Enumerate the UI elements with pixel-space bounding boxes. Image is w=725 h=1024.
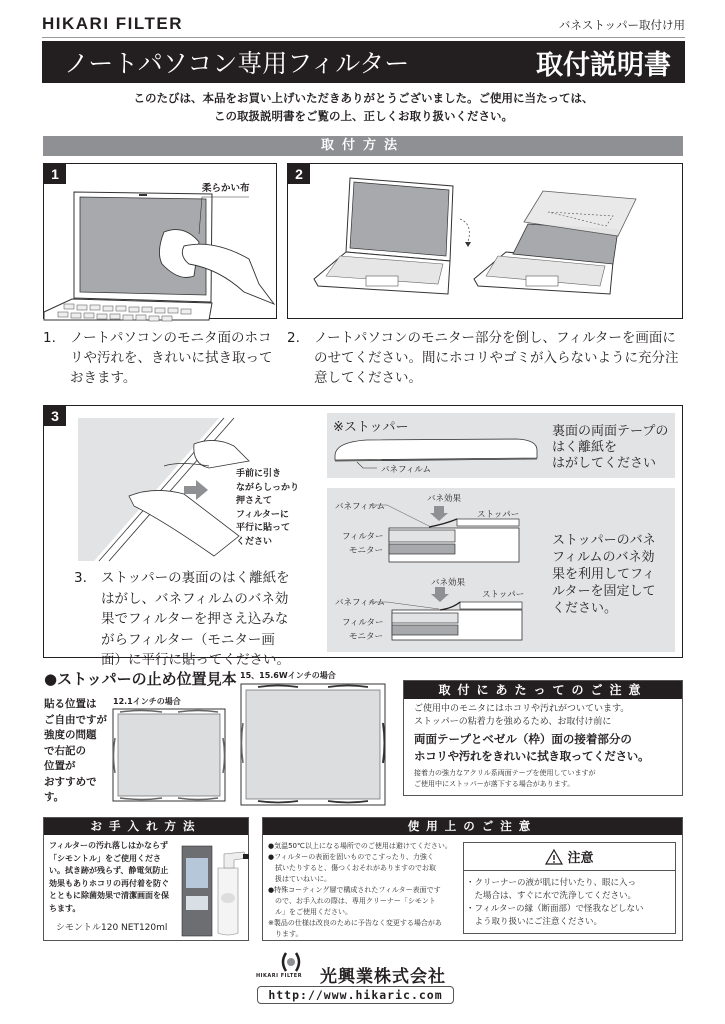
step-3-panel <box>43 405 683 668</box>
cleaner-product-image <box>180 838 250 940</box>
brand-logo: HIKARI FILTER <box>42 14 184 33</box>
product-type: バネストッパー取付け用 <box>558 18 685 32</box>
company-name: 光興業株式会社 <box>320 967 446 987</box>
spring-film-label: バネフィルム <box>335 598 385 608</box>
filter-label: フィルター <box>342 532 384 542</box>
stopper-diagram <box>327 413 675 478</box>
soft-cloth-label: 柔らかい布 <box>202 183 250 194</box>
list-item: ル」をご使用ください。 <box>268 908 352 916</box>
install-section-heading: 取付方法 <box>43 136 683 156</box>
step-number: 3 <box>44 406 66 426</box>
large-screen-caption: 15、15.6Wインチの場合 <box>240 671 336 680</box>
step-number: 2 <box>288 164 310 184</box>
warning-list: ・クリーナーの液が肌に付いたり、眼に入っ た場合は、すぐに水で洗浄してください。 ・フィルターの縁（断面部）で怪我などしない よう取り扱いにご注意ください。 <box>466 878 644 927</box>
stopper-title: ※ストッパー <box>333 420 409 435</box>
list-item: 扱はていねいに。 <box>268 875 331 883</box>
monitor-label: モニター <box>349 546 384 556</box>
press-instruction-note: 手前に引き ながらしっかり 押さえて フィルターに 平行に貼って ください <box>236 469 300 547</box>
caution-emphasis: ホコリや汚れをきれいに拭き取ってください。 <box>414 749 650 763</box>
warning-header <box>464 843 675 871</box>
stopper-shape <box>327 428 542 478</box>
intro-text: このたびは、本品をお買い上げいただきありがとうございました。ご使用に当たっては、 この取扱説明書をご覧の上、正しくお取り扱いください。 <box>133 91 594 123</box>
usage-caution-box <box>262 817 683 941</box>
warning-box <box>463 842 676 934</box>
list-item: ので、お手入れの際は、専用クリーナー「シモント <box>268 897 436 905</box>
warning-title: 注意 <box>567 851 594 866</box>
monitor-label: モニター <box>349 632 384 642</box>
install-caution-box: 取付にあたってのご注意 ご使用中のモニタにはホコリや汚れがついています。 ストッパーの粘着力を強めるため、お取付け前に 両面テープとベゼル（枠）面の接着部分の ホコリや汚れをきれいに拭き取ってください。 接着力の強力なアクリル系両面テープを使用していますが ご使用中にストッパーが落下する場合があります。 <box>403 680 683 796</box>
list-item: ※製品の仕様は改良のために予告なく変更する場合があ <box>268 919 442 927</box>
website-link[interactable]: http://www.hikaric.com <box>257 986 454 1004</box>
filter-label: フィルター <box>342 618 384 628</box>
list-item: ●特殊コーティング層で構成されたフィルター表面です <box>268 886 441 894</box>
list-item: ります。 <box>268 930 303 938</box>
usage-caution-list <box>268 841 463 940</box>
spring-film-label: バネフィルム <box>335 502 385 512</box>
laptop-place-filter-illustration <box>288 164 684 320</box>
stopper-label: ストッパー <box>482 590 525 600</box>
spring-film-label: バネフィルム <box>381 465 431 475</box>
spring-instruction: ストッパーのバネ フィルムのバネ効 果を利用してフィ ルターを固定して ください。 <box>552 533 656 616</box>
step-2-text: 2. ノートパソコンのモニター部分を倒し、フィルターを画面に のせてください。間にホコリやゴミが入らないように充分注意してください。 <box>287 330 679 386</box>
step-1-panel <box>43 163 277 319</box>
stopper-label: ストッパー <box>477 510 520 520</box>
header-divider <box>42 37 685 38</box>
warning-triangle-icon <box>545 849 563 865</box>
document-type: 取付説明書 <box>536 49 671 81</box>
stopper-position-note: 貼る位置は ご自由ですが 強度の問題 で右記の 位置が おすすめです。 <box>44 698 107 803</box>
step-2-panel <box>287 163 683 319</box>
usage-caution-heading: 使用上のご注意 <box>263 818 682 835</box>
spring-effect-label: バネ効果 <box>427 494 462 504</box>
page-title: ノートパソコン専用フィルター <box>64 49 410 78</box>
cleaner-product-name: シモントル120 NET120ml <box>56 923 168 933</box>
care-box <box>43 817 249 941</box>
care-heading: お手入れ方法 <box>44 818 248 835</box>
peel-instruction: 裏面の両面テープの はく離紙を はがしてください <box>552 424 669 471</box>
caution-emphasis: 両面テープとベゼル（枠）面の接着部分の <box>414 732 632 746</box>
step-1-text: 1. ノートパソコンのモニタ面のホコ リや汚れを、きれいに拭き取っておきます。 <box>43 330 273 386</box>
spring-effect-diagram <box>327 488 675 652</box>
list-item: 拭いたりすると、傷つくおそれがありますのでお取 <box>268 864 436 872</box>
title-bar <box>42 41 685 83</box>
list-item: ●フィルターの表面を固いものでこすったり、力強く <box>268 853 434 861</box>
small-screen-stopper-diagram <box>112 708 226 803</box>
step-3-text: 3. ストッパーの裏面のはく離紙を はがし、バネフィルムのバネ効 果でフィルターを押さえ込みな がらフィルター（モニター画 面）に平行に貼ってください。 <box>74 570 290 668</box>
spring-effect-label: バネ効果 <box>431 578 466 588</box>
large-screen-stopper-diagram <box>240 683 386 806</box>
stopper-position-title: ●ストッパーの止め位置見本 <box>44 670 237 688</box>
list-item: ●気温50℃以上になる場所でのご使用は避けてください。 <box>268 842 452 850</box>
hikari-logo-icon <box>277 951 305 973</box>
step-number: 1 <box>44 164 66 184</box>
care-text: フィルターの汚れ落しはかならず 「シモントル」をご使用くださ い。拭き跡が残らず、静電気防止 効果もありホコリの再付着を防ぐ とともに除菌効果で清潔画面を保 ちます。 <box>49 841 169 913</box>
install-caution-heading: 取付にあたってのご注意 <box>404 681 682 699</box>
small-screen-caption: 12.1インチの場合 <box>113 697 181 706</box>
